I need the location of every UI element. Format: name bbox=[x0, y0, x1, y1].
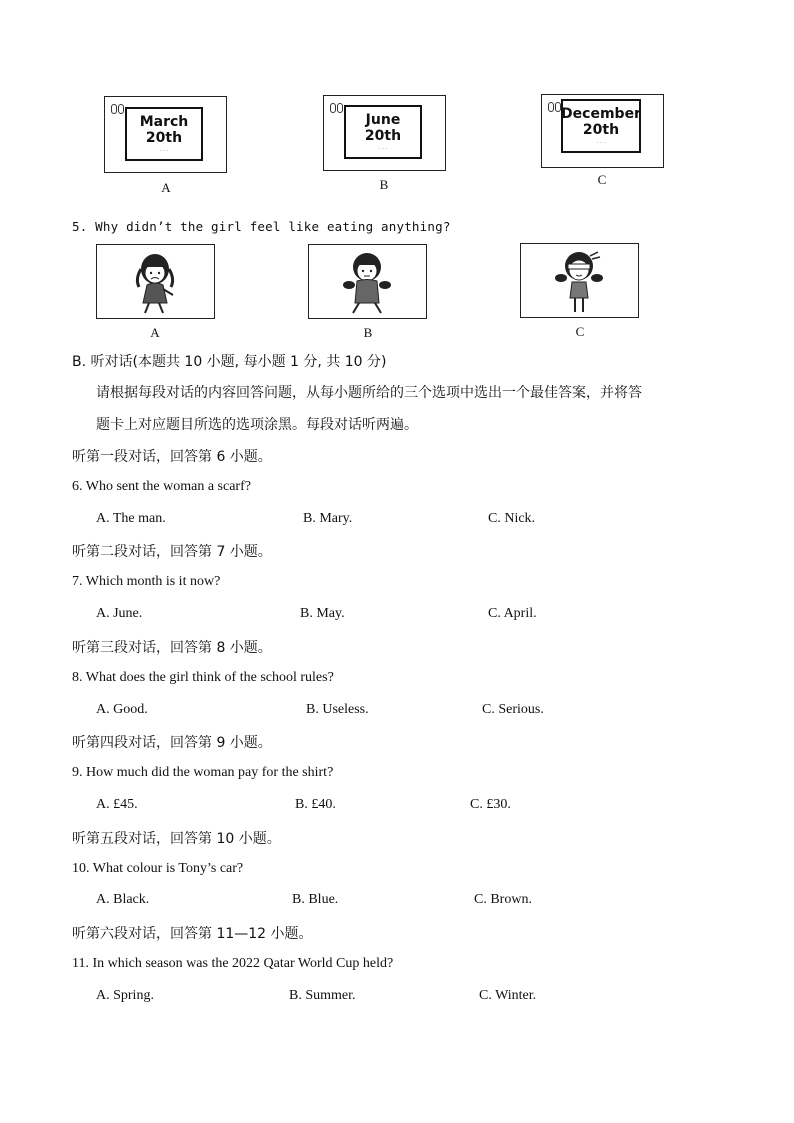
question-text: 10. What colour is Tony’s car? bbox=[72, 861, 244, 876]
answer-option-c: C. Brown. bbox=[474, 892, 532, 907]
answer-option-a: A. June. bbox=[96, 606, 143, 621]
picture-label-b: B bbox=[363, 325, 373, 340]
calendar-page: December 20th · · · bbox=[561, 99, 641, 153]
answer-option-c: C. Nick. bbox=[488, 511, 536, 526]
dialogue-header: 听第四段对话，回答第 9 小题。 bbox=[72, 735, 272, 751]
dialogue-header: 听第三段对话，回答第 8 小题。 bbox=[72, 640, 272, 656]
answer-option-a: A. Good. bbox=[96, 702, 148, 717]
calendar-month: June bbox=[365, 112, 401, 128]
option-label-c: C bbox=[597, 172, 607, 187]
picture-option-c bbox=[520, 243, 639, 318]
answer-option-b: B. Useless. bbox=[306, 702, 369, 717]
picture-label-a: A bbox=[150, 325, 160, 340]
calendar-page: March 20th · · · bbox=[125, 107, 203, 161]
answer-option-a: A. Spring. bbox=[96, 988, 154, 1003]
dialogue-header: 听第五段对话，回答第 10 小题。 bbox=[72, 831, 281, 847]
picture-label-c: C bbox=[575, 324, 585, 339]
calendar-option-a bbox=[104, 96, 227, 173]
girl-stomachache-icon bbox=[97, 245, 213, 317]
girl-headache-icon bbox=[521, 244, 637, 316]
dialogue-header: 听第六段对话，回答第 11—12 小题。 bbox=[72, 926, 313, 942]
question-text: 7. Which month is it now? bbox=[72, 574, 221, 589]
answer-option-b: B. £40. bbox=[295, 797, 336, 812]
answer-option-c: C. Winter. bbox=[479, 988, 537, 1003]
answer-option-b: B. Summer. bbox=[289, 988, 356, 1003]
question-text: 8. What does the girl think of the school rules? bbox=[72, 670, 334, 685]
calendar-option-c bbox=[541, 94, 664, 168]
picture-option-a bbox=[96, 244, 215, 319]
option-label-a: A bbox=[161, 180, 171, 195]
calendar-day: 20th bbox=[364, 128, 402, 144]
answer-option-b: B. Blue. bbox=[292, 892, 339, 907]
section-b-instruction: 请根据每段对话的内容回答问题，从每小题所给的三个选项中选出一个最佳答案，并将答 bbox=[96, 385, 642, 401]
dialogue-header: 听第二段对话，回答第 7 小题。 bbox=[72, 544, 272, 560]
calendar-page: June 20th · · · bbox=[344, 105, 422, 159]
calendar-option-b bbox=[323, 95, 446, 171]
calendar-month: December bbox=[561, 106, 641, 122]
calendar-day: 20th bbox=[582, 122, 620, 138]
dialogue-header: 听第一段对话，回答第 6 小题。 bbox=[72, 449, 272, 465]
question-text: 9. How much did the woman pay for the shirt? bbox=[72, 765, 334, 780]
answer-option-a: A. Black. bbox=[96, 892, 150, 907]
answer-option-a: A. £45. bbox=[96, 797, 138, 812]
answer-option-b: B. Mary. bbox=[303, 511, 353, 526]
option-label-b: B bbox=[379, 177, 389, 192]
answer-option-b: B. May. bbox=[300, 606, 345, 621]
calendar-month: March bbox=[139, 114, 189, 130]
question-text: 6. Who sent the woman a scarf? bbox=[72, 479, 251, 494]
girl-sick-icon bbox=[309, 245, 425, 317]
section-b-instruction-cont: 题卡上对应题目所选的选项涂黑。每段对话听两遍。 bbox=[96, 417, 418, 433]
answer-option-c: C. Serious. bbox=[482, 702, 544, 717]
question-text: 11. In which season was the 2022 Qatar World Cup held? bbox=[72, 956, 394, 971]
picture-option-b bbox=[308, 244, 427, 319]
question-5: 5. Why didn’t the girl feel like eating anything? bbox=[72, 219, 451, 234]
answer-option-a: A. The man. bbox=[96, 511, 166, 526]
answer-option-c: C. April. bbox=[488, 606, 537, 621]
answer-option-c: C. £30. bbox=[470, 797, 511, 812]
calendar-day: 20th bbox=[145, 130, 183, 146]
section-b-title: B. 听对话(本题共 10 小题, 每小题 1 分, 共 10 分) bbox=[72, 354, 387, 370]
